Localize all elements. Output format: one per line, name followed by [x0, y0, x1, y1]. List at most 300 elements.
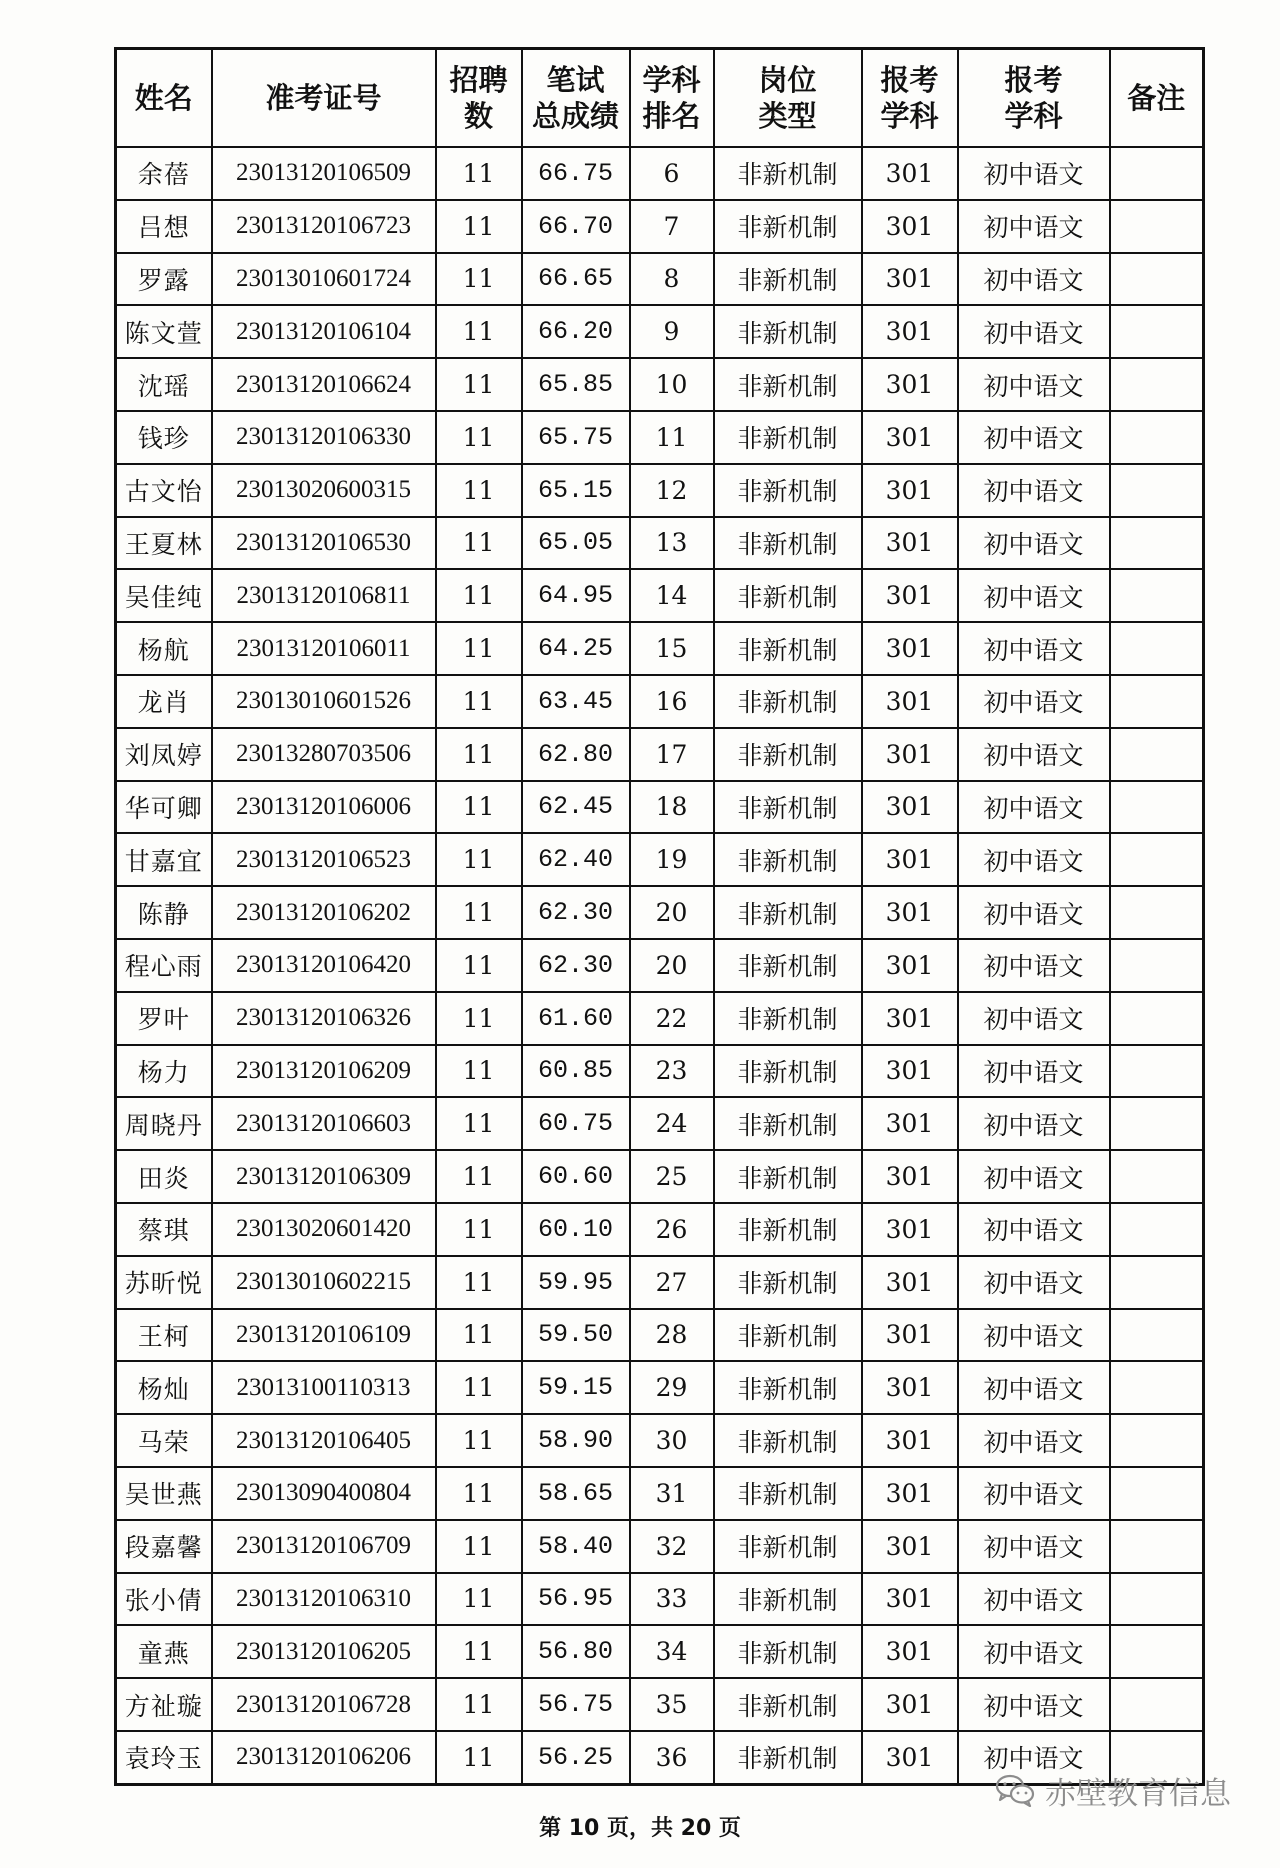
cell-subject-name: 初中语文	[958, 358, 1110, 411]
cell-note	[1110, 728, 1204, 781]
cell-quota: 11	[436, 675, 522, 728]
table-row	[116, 1467, 1204, 1520]
cell-subject-code: 301	[862, 1045, 958, 1098]
cell-quota: 11	[436, 1731, 522, 1784]
cell-score: 66.75	[522, 147, 630, 200]
header-rank-line2: 排名	[642, 99, 701, 133]
cell-score: 66.70	[522, 200, 630, 253]
cell-score: 64.95	[522, 569, 630, 622]
cell-note	[1110, 781, 1204, 834]
cell-exam-id: 23013120106310	[212, 1573, 436, 1626]
cell-name: 陈文萱	[116, 305, 212, 358]
cell-post-type: 非新机制	[714, 939, 862, 992]
cell-note	[1110, 358, 1204, 411]
cell-quota: 11	[436, 147, 522, 200]
cell-post-type: 非新机制	[714, 1203, 862, 1256]
cell-exam-id: 23013120106205	[212, 1625, 436, 1678]
cell-subject-name: 初中语文	[958, 939, 1110, 992]
cell-rank: 15	[630, 622, 714, 675]
cell-exam-id: 23013120106509	[212, 147, 436, 200]
cell-note	[1110, 1361, 1204, 1414]
table-row	[116, 1097, 1204, 1150]
table-row	[116, 411, 1204, 464]
table-row	[116, 358, 1204, 411]
cell-score: 59.15	[522, 1361, 630, 1414]
header-post-type-line1: 岗位	[758, 63, 817, 97]
cell-subject-code: 301	[862, 1097, 958, 1150]
cell-name: 吕想	[116, 200, 212, 253]
cell-score: 58.65	[522, 1467, 630, 1520]
cell-subject-name: 初中语文	[958, 728, 1110, 781]
cell-name: 王柯	[116, 1309, 212, 1362]
cell-subject-code: 301	[862, 569, 958, 622]
table-row	[116, 1150, 1204, 1203]
cell-note	[1110, 305, 1204, 358]
table-body	[116, 147, 1204, 1784]
cell-post-type: 非新机制	[714, 1625, 862, 1678]
cell-rank: 18	[630, 781, 714, 834]
cell-name: 杨航	[116, 622, 212, 675]
table-row	[116, 305, 1204, 358]
cell-subject-code: 301	[862, 1203, 958, 1256]
cell-quota: 11	[436, 569, 522, 622]
cell-exam-id: 23013120106811	[212, 569, 436, 622]
cell-rank: 28	[630, 1309, 714, 1362]
cell-score: 58.90	[522, 1414, 630, 1467]
cell-quota: 11	[436, 992, 522, 1045]
cell-note	[1110, 1309, 1204, 1362]
cell-quota: 11	[436, 517, 522, 570]
cell-note	[1110, 992, 1204, 1045]
cell-subject-code: 301	[862, 1256, 958, 1309]
cell-exam-id: 23013090400804	[212, 1467, 436, 1520]
cell-exam-id: 23013120106420	[212, 939, 436, 992]
cell-quota: 11	[436, 1361, 522, 1414]
cell-exam-id: 23013120106209	[212, 1045, 436, 1098]
cell-exam-id: 23013120106523	[212, 833, 436, 886]
cell-exam-id: 23013120106011	[212, 622, 436, 675]
cell-post-type: 非新机制	[714, 1097, 862, 1150]
cell-note	[1110, 411, 1204, 464]
cell-quota: 11	[436, 200, 522, 253]
cell-rank: 27	[630, 1256, 714, 1309]
cell-subject-name: 初中语文	[958, 253, 1110, 306]
cell-name: 马荣	[116, 1414, 212, 1467]
table-row	[116, 200, 1204, 253]
page-number: 第 10 页，共 20 页	[539, 1816, 741, 1841]
table-row	[116, 1309, 1204, 1362]
cell-subject-name: 初中语文	[958, 147, 1110, 200]
table-row	[116, 147, 1204, 200]
cell-score: 62.45	[522, 781, 630, 834]
header-quota-line2: 数	[463, 99, 493, 133]
cell-subject-code: 301	[862, 1309, 958, 1362]
cell-subject-code: 301	[862, 305, 958, 358]
cell-note	[1110, 1520, 1204, 1573]
cell-name: 方祉璇	[116, 1678, 212, 1731]
cell-note	[1110, 464, 1204, 517]
cell-quota: 11	[436, 939, 522, 992]
cell-subject-name: 初中语文	[958, 1625, 1110, 1678]
cell-quota: 11	[436, 1625, 522, 1678]
cell-subject-code: 301	[862, 781, 958, 834]
cell-quota: 11	[436, 1414, 522, 1467]
cell-quota: 11	[436, 1309, 522, 1362]
table-row	[116, 1678, 1204, 1731]
cell-rank: 14	[630, 569, 714, 622]
cell-post-type: 非新机制	[714, 1045, 862, 1098]
cell-subject-name: 初中语文	[958, 305, 1110, 358]
cell-exam-id: 23013010601526	[212, 675, 436, 728]
cell-note	[1110, 1625, 1204, 1678]
cell-rank: 31	[630, 1467, 714, 1520]
cell-score: 56.80	[522, 1625, 630, 1678]
cell-exam-id: 23013020601420	[212, 1203, 436, 1256]
header-score	[522, 49, 630, 148]
cell-score: 61.60	[522, 992, 630, 1045]
cell-note	[1110, 1045, 1204, 1098]
cell-quota: 11	[436, 358, 522, 411]
cell-score: 65.75	[522, 411, 630, 464]
cell-post-type: 非新机制	[714, 253, 862, 306]
table-row	[116, 992, 1204, 1045]
cell-post-type: 非新机制	[714, 781, 862, 834]
cell-name: 王夏林	[116, 517, 212, 570]
cell-score: 56.75	[522, 1678, 630, 1731]
cell-score: 66.20	[522, 305, 630, 358]
cell-subject-name: 初中语文	[958, 833, 1110, 886]
cell-subject-name: 初中语文	[958, 1361, 1110, 1414]
cell-post-type: 非新机制	[714, 886, 862, 939]
cell-score: 56.95	[522, 1573, 630, 1626]
watermark-text: 赤壁教育信息	[1045, 1775, 1231, 1812]
header-quota-line1: 招聘	[449, 63, 508, 97]
header-quota	[436, 49, 522, 148]
cell-score: 60.60	[522, 1150, 630, 1203]
cell-subject-name: 初中语文	[958, 1150, 1110, 1203]
cell-score: 59.50	[522, 1309, 630, 1362]
cell-rank: 23	[630, 1045, 714, 1098]
cell-post-type: 非新机制	[714, 464, 862, 517]
cell-rank: 36	[630, 1731, 714, 1784]
cell-subject-code: 301	[862, 517, 958, 570]
cell-rank: 17	[630, 728, 714, 781]
cell-quota: 11	[436, 1678, 522, 1731]
cell-name: 甘嘉宜	[116, 833, 212, 886]
header-rank-line1: 学科	[642, 63, 701, 97]
cell-score: 62.80	[522, 728, 630, 781]
cell-rank: 20	[630, 939, 714, 992]
cell-post-type: 非新机制	[714, 358, 862, 411]
cell-rank: 8	[630, 253, 714, 306]
cell-rank: 33	[630, 1573, 714, 1626]
cell-rank: 7	[630, 200, 714, 253]
cell-exam-id: 23013120106104	[212, 305, 436, 358]
cell-rank: 9	[630, 305, 714, 358]
cell-quota: 11	[436, 1467, 522, 1520]
header-subject-code	[862, 49, 958, 148]
table-row	[116, 622, 1204, 675]
cell-name: 沈瑶	[116, 358, 212, 411]
cell-subject-name: 初中语文	[958, 1520, 1110, 1573]
header-name: 姓名	[116, 49, 212, 148]
cell-exam-id: 23013010602215	[212, 1256, 436, 1309]
cell-rank: 6	[630, 147, 714, 200]
cell-rank: 12	[630, 464, 714, 517]
cell-subject-name: 初中语文	[958, 1097, 1110, 1150]
cell-subject-code: 301	[862, 1414, 958, 1467]
header-score-line2: 总成绩	[531, 99, 619, 133]
cell-quota: 11	[436, 1045, 522, 1098]
cell-note	[1110, 1150, 1204, 1203]
cell-rank: 16	[630, 675, 714, 728]
cell-post-type: 非新机制	[714, 411, 862, 464]
cell-quota: 11	[436, 464, 522, 517]
cell-note	[1110, 253, 1204, 306]
cell-subject-code: 301	[862, 1150, 958, 1203]
cell-subject-code: 301	[862, 1467, 958, 1520]
cell-rank: 30	[630, 1414, 714, 1467]
cell-quota: 11	[436, 305, 522, 358]
header-exam-id: 准考证号	[212, 49, 436, 148]
cell-post-type: 非新机制	[714, 517, 862, 570]
cell-rank: 22	[630, 992, 714, 1045]
cell-name: 罗露	[116, 253, 212, 306]
cell-note	[1110, 1678, 1204, 1731]
header-subject-name-line1: 报考	[1004, 63, 1063, 97]
table-row	[116, 728, 1204, 781]
cell-note	[1110, 1467, 1204, 1520]
cell-post-type: 非新机制	[714, 1150, 862, 1203]
cell-post-type: 非新机制	[714, 833, 862, 886]
table-row	[116, 833, 1204, 886]
table-row	[116, 1520, 1204, 1573]
table-row	[116, 939, 1204, 992]
cell-post-type: 非新机制	[714, 200, 862, 253]
cell-score: 65.15	[522, 464, 630, 517]
cell-score: 64.25	[522, 622, 630, 675]
cell-note	[1110, 147, 1204, 200]
cell-post-type: 非新机制	[714, 1731, 862, 1784]
cell-name: 陈静	[116, 886, 212, 939]
table-row	[116, 1573, 1204, 1626]
cell-quota: 11	[436, 1573, 522, 1626]
cell-subject-name: 初中语文	[958, 1414, 1110, 1467]
table-header	[116, 49, 1204, 148]
cell-subject-name: 初中语文	[958, 1309, 1110, 1362]
cell-post-type: 非新机制	[714, 1256, 862, 1309]
cell-subject-name: 初中语文	[958, 411, 1110, 464]
table-row	[116, 886, 1204, 939]
header-subject-name	[958, 49, 1110, 148]
cell-quota: 11	[436, 622, 522, 675]
cell-name: 杨灿	[116, 1361, 212, 1414]
header-subject-code-line1: 报考	[880, 63, 939, 97]
cell-exam-id: 23013120106309	[212, 1150, 436, 1203]
cell-name: 杨力	[116, 1045, 212, 1098]
cell-score: 62.30	[522, 939, 630, 992]
cell-note	[1110, 1414, 1204, 1467]
cell-exam-id: 23013120106202	[212, 886, 436, 939]
cell-post-type: 非新机制	[714, 622, 862, 675]
cell-name: 罗叶	[116, 992, 212, 1045]
cell-rank: 24	[630, 1097, 714, 1150]
cell-name: 吴佳纯	[116, 569, 212, 622]
table-row	[116, 253, 1204, 306]
cell-name: 余蓓	[116, 147, 212, 200]
cell-rank: 34	[630, 1625, 714, 1678]
cell-name: 蔡琪	[116, 1203, 212, 1256]
cell-name: 钱珍	[116, 411, 212, 464]
header-subject-code-line2: 学科	[880, 99, 939, 133]
header-score-line1: 笔试	[546, 63, 605, 97]
cell-post-type: 非新机制	[714, 1467, 862, 1520]
cell-subject-code: 301	[862, 939, 958, 992]
cell-rank: 32	[630, 1520, 714, 1573]
cell-subject-code: 301	[862, 253, 958, 306]
cell-name: 童燕	[116, 1625, 212, 1678]
cell-name: 刘凤婷	[116, 728, 212, 781]
cell-rank: 26	[630, 1203, 714, 1256]
cell-rank: 29	[630, 1361, 714, 1414]
cell-subject-code: 301	[862, 1625, 958, 1678]
table-row	[116, 1203, 1204, 1256]
cell-exam-id: 23013120106624	[212, 358, 436, 411]
cell-note	[1110, 517, 1204, 570]
cell-subject-name: 初中语文	[958, 886, 1110, 939]
table-row	[116, 1045, 1204, 1098]
cell-name: 吴世燕	[116, 1467, 212, 1520]
cell-note	[1110, 569, 1204, 622]
cell-post-type: 非新机制	[714, 569, 862, 622]
cell-exam-id: 23013120106326	[212, 992, 436, 1045]
cell-post-type: 非新机制	[714, 1520, 862, 1573]
table-row	[116, 1361, 1204, 1414]
cell-post-type: 非新机制	[714, 728, 862, 781]
cell-score: 65.85	[522, 358, 630, 411]
cell-exam-id: 23013120106109	[212, 1309, 436, 1362]
cell-subject-code: 301	[862, 147, 958, 200]
cell-name: 张小倩	[116, 1573, 212, 1626]
cell-subject-code: 301	[862, 411, 958, 464]
cell-name: 华可卿	[116, 781, 212, 834]
cell-score: 62.30	[522, 886, 630, 939]
cell-exam-id: 23013120106530	[212, 517, 436, 570]
cell-note	[1110, 1097, 1204, 1150]
cell-note	[1110, 200, 1204, 253]
cell-score: 60.85	[522, 1045, 630, 1098]
cell-subject-name: 初中语文	[958, 992, 1110, 1045]
cell-name: 周晓丹	[116, 1097, 212, 1150]
cell-score: 65.05	[522, 517, 630, 570]
header-row	[116, 49, 1204, 148]
cell-exam-id: 23013280703506	[212, 728, 436, 781]
cell-quota: 11	[436, 411, 522, 464]
cell-rank: 35	[630, 1678, 714, 1731]
cell-name: 古文怡	[116, 464, 212, 517]
cell-subject-name: 初中语文	[958, 1467, 1110, 1520]
cell-quota: 11	[436, 781, 522, 834]
cell-post-type: 非新机制	[714, 1678, 862, 1731]
cell-subject-name: 初中语文	[958, 781, 1110, 834]
cell-score: 60.75	[522, 1097, 630, 1150]
cell-quota: 11	[436, 1520, 522, 1573]
cell-exam-id: 23013100110313	[212, 1361, 436, 1414]
cell-name: 段嘉馨	[116, 1520, 212, 1573]
cell-rank: 19	[630, 833, 714, 886]
cell-quota: 11	[436, 253, 522, 306]
cell-subject-code: 301	[862, 728, 958, 781]
cell-post-type: 非新机制	[714, 1361, 862, 1414]
cell-subject-code: 301	[862, 358, 958, 411]
cell-subject-name: 初中语文	[958, 464, 1110, 517]
cell-name: 苏昕悦	[116, 1256, 212, 1309]
cell-subject-name: 初中语文	[958, 200, 1110, 253]
cell-score: 58.40	[522, 1520, 630, 1573]
header-rank	[630, 49, 714, 148]
cell-rank: 11	[630, 411, 714, 464]
table-row	[116, 1625, 1204, 1678]
cell-exam-id: 23013010601724	[212, 253, 436, 306]
cell-note	[1110, 1256, 1204, 1309]
cell-subject-name: 初中语文	[958, 1678, 1110, 1731]
cell-subject-name: 初中语文	[958, 1203, 1110, 1256]
table-row	[116, 1256, 1204, 1309]
cell-subject-code: 301	[862, 992, 958, 1045]
cell-post-type: 非新机制	[714, 1573, 862, 1626]
cell-subject-code: 301	[862, 886, 958, 939]
cell-subject-code: 301	[862, 1573, 958, 1626]
cell-quota: 11	[436, 886, 522, 939]
cell-rank: 25	[630, 1150, 714, 1203]
cell-name: 袁玲玉	[116, 1731, 212, 1784]
table-row	[116, 781, 1204, 834]
cell-subject-name: 初中语文	[958, 675, 1110, 728]
cell-subject-code: 301	[862, 833, 958, 886]
cell-name: 龙肖	[116, 675, 212, 728]
header-post-type	[714, 49, 862, 148]
table-row	[116, 569, 1204, 622]
cell-score: 60.10	[522, 1203, 630, 1256]
cell-exam-id: 23013020600315	[212, 464, 436, 517]
cell-quota: 11	[436, 1097, 522, 1150]
cell-exam-id: 23013120106206	[212, 1731, 436, 1784]
cell-subject-name: 初中语文	[958, 1573, 1110, 1626]
cell-score: 56.25	[522, 1731, 630, 1784]
cell-rank: 20	[630, 886, 714, 939]
cell-note	[1110, 1573, 1204, 1626]
cell-subject-name: 初中语文	[958, 1256, 1110, 1309]
cell-score: 62.40	[522, 833, 630, 886]
cell-exam-id: 23013120106603	[212, 1097, 436, 1150]
cell-note	[1110, 886, 1204, 939]
cell-note	[1110, 675, 1204, 728]
cell-quota: 11	[436, 1256, 522, 1309]
cell-name: 田炎	[116, 1150, 212, 1203]
cell-score: 59.95	[522, 1256, 630, 1309]
cell-exam-id: 23013120106709	[212, 1520, 436, 1573]
cell-subject-name: 初中语文	[958, 517, 1110, 570]
cell-subject-code: 301	[862, 1520, 958, 1573]
cell-post-type: 非新机制	[714, 147, 862, 200]
cell-exam-id: 23013120106728	[212, 1678, 436, 1731]
header-note: 备注	[1110, 49, 1204, 148]
cell-exam-id: 23013120106006	[212, 781, 436, 834]
cell-subject-code: 301	[862, 1731, 958, 1784]
cell-note	[1110, 1203, 1204, 1256]
cell-exam-id: 23013120106405	[212, 1414, 436, 1467]
cell-rank: 10	[630, 358, 714, 411]
